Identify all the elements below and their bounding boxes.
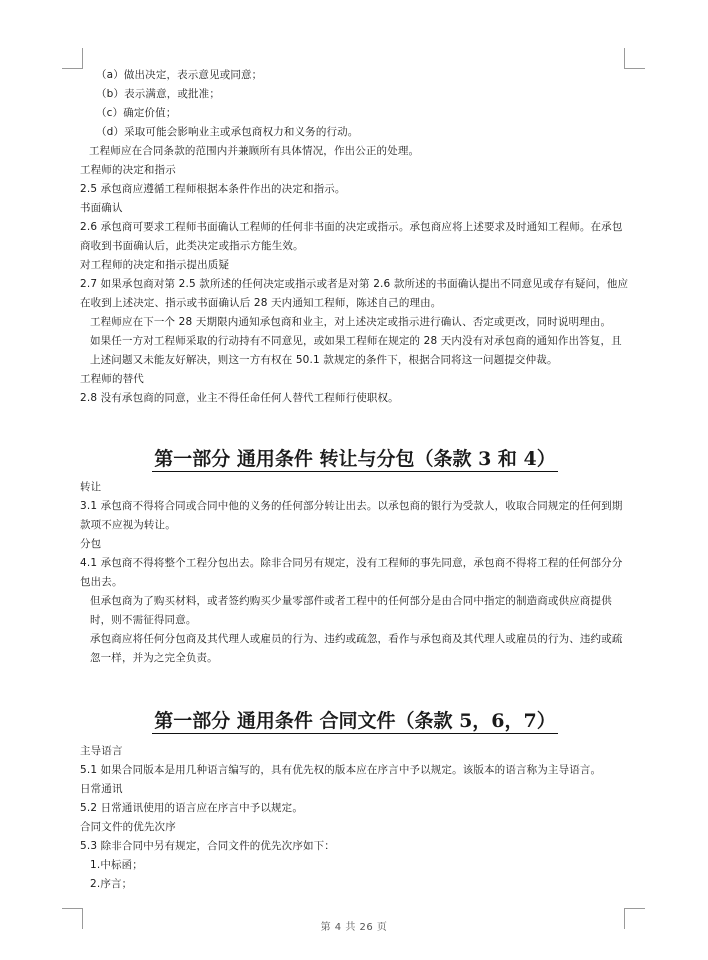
section-title-assignment <box>80 446 630 472</box>
subheading-subcontract: 分包 <box>80 538 102 550</box>
clause-5-1: 5.1 如果合同版本是用几种语言编写的，具有优先权的版本应在序言中予以规定。该版本的语言称为主导语言。 <box>80 764 602 776</box>
clause-4-1: 4.1 承包商不得将整个工程分包出去。除非合同另有规定，没有工程师的事先同意，承包商不得将工程的任何部分分包出去。 <box>80 557 623 588</box>
subheading-priority: 合同文件的优先次序 <box>80 821 176 833</box>
clause-4-1-exception: 但承包商为了购买材料，或者签约购买少量零部件或者工程中的任何部分是由合同中指定的制造商或供应商提供时，则不需征得同意。 <box>90 595 612 626</box>
subheading-assignment: 转让 <box>80 481 102 493</box>
priority-item-1: 1.中标函； <box>90 859 143 871</box>
priority-item-2: 2.序言； <box>90 878 133 890</box>
subheading-decisions: 工程师的决定和指示 <box>80 164 176 176</box>
document-page <box>80 66 630 894</box>
list-item-c: （c）确定价值； <box>96 107 177 119</box>
clause-2-5: 2.5 承包商应遵循工程师根据本条件作出的决定和指示。 <box>80 183 346 195</box>
subheading-replacement: 工程师的替代 <box>80 373 144 385</box>
subheading-daily-communication: 日常通讯 <box>80 783 123 795</box>
clause-2-7-arbitration: 如果任一方对工程师采取的行动持有不同意见，或如果工程师在规定的 28 天内没有对承包商的通知作出答复，且上述问题又未能友好解决，则这一方有权在 50.1 款规定的条件下，根据合同将这一问题提交仲裁。 <box>90 335 622 366</box>
clause-2-7: 2.7 如果承包商对第 2.5 款所述的任何决定或指示或者是对第 2.6 款所述的书面确认提出不同意见或存有疑问，他应在收到上述决定、指示或书面确认后 28 天内通知工程师，陈述自己的理由。 <box>80 278 629 309</box>
list-item-d: （d）采取可能会影响业主或承包商权力和义务的行动。 <box>96 126 359 138</box>
clause-2-7-engineer-reply: 工程师应在下一个 28 天期限内通知承包商和业主，对上述决定或指示进行确认、否定或更改，同时说明理由。 <box>90 316 612 328</box>
page-number-footer: 第 4 共 26 页 <box>320 922 388 933</box>
clause-2-6: 2.6 承包商可要求工程师书面确认工程师的任何非书面的决定或指示。承包商应将上述要求及时通知工程师。在承包商收到书面确认后，此类决定或指示方能生效。 <box>80 221 623 252</box>
clause-2-8: 2.8 没有承包商的同意，业主不得任命任何人替代工程师行使职权。 <box>80 392 399 404</box>
section-title-documents-text: 第一部分 通用条件 合同文件（条款 5，6，7） <box>154 710 556 732</box>
subheading-ruling-language: 主导语言 <box>80 745 123 757</box>
subheading-written-confirmation: 书面确认 <box>80 202 123 214</box>
section-title-documents <box>80 708 630 734</box>
clause-3-1: 3.1 承包商不得将合同或合同中他的义务的任何部分转让出去。以承包商的银行为受款人，收取合同规定的任何到期款项不应视为转让。 <box>80 500 623 531</box>
subheading-objection: 对工程师的决定和指示提出质疑 <box>80 259 230 271</box>
clause-5-2: 5.2 日常通讯使用的语言应在序言中予以规定。 <box>80 802 303 814</box>
paragraph-fair-handling: 工程师应在合同条款的范围内并兼顾所有具体情况，作出公正的处理。 <box>89 145 420 157</box>
list-item-b: （b）表示满意，或批准； <box>96 88 220 100</box>
clause-5-3: 5.3 除非合同中另有规定，合同文件的优先次序如下： <box>80 840 335 852</box>
clause-4-1-responsibility: 承包商应将任何分包商及其代理人或雇员的行为、违约或疏忽，看作与承包商及其代理人或雇员的行为、违约或疏忽一样，并为之完全负责。 <box>90 633 623 664</box>
list-item-a: （a）做出决定，表示意见或同意； <box>96 69 263 81</box>
section-title-assignment-text: 第一部分 通用条件 转让与分包（条款 3 和 4） <box>154 448 556 470</box>
